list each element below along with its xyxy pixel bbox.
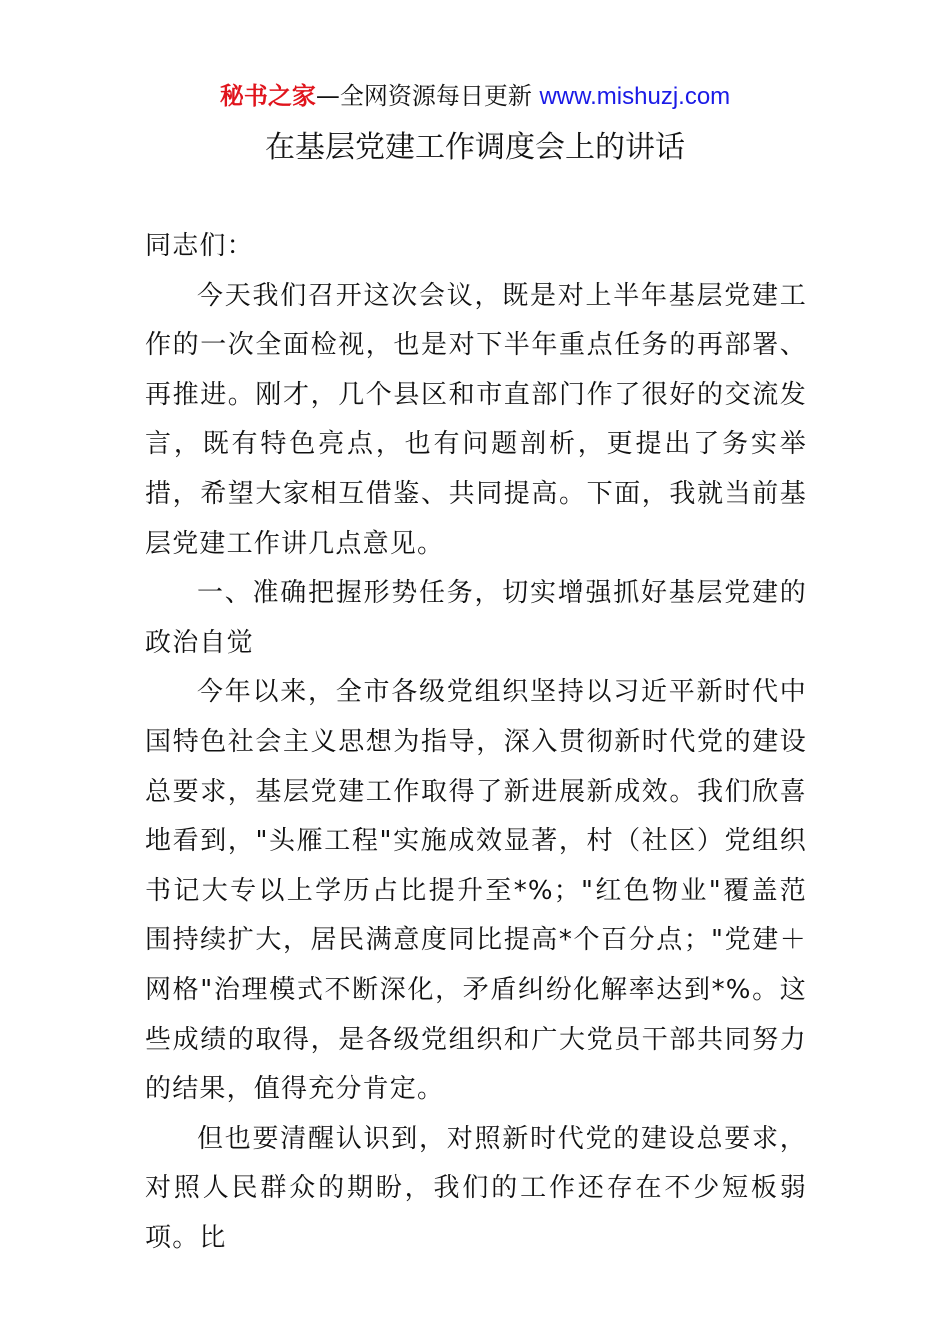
site-tagline: —全网资源每日更新 [315, 82, 540, 110]
document-title: 在基层党建工作调度会上的讲话 [265, 130, 685, 165]
brand-name: 秘书之家 [219, 82, 316, 110]
document-body [145, 222, 807, 1263]
paragraph-achievements: 今年以来，全市各级党组织坚持以习近平新时代中国特色社会主义思想为指导，深入贯彻新时代党的建设总要求，基层党建工作取得了新进展新成效。我们欣喜地看到，"头雁工程"实施成效显著，村（社区）党组织书记大专以上学历占比提升至*%；"红色物业"覆盖范围持续扩大，居民满意度同比提高*个百分点；"党建＋网格"治理模式不断深化，矛盾纠纷化解率达到*%。这些成绩的取得，是各级党组织和广大党员干部共同努力的结果，值得充分肯定。 [145, 677, 807, 1105]
site-url-link[interactable]: www.mishuzj.com [539, 83, 731, 110]
section-heading: 一、准确把握形势任务，切实增强抓好基层党建的政治自觉 [145, 578, 807, 658]
salutation: 同志们： [145, 231, 254, 261]
paragraph-intro: 今天我们召开这次会议，既是对上半年基层党建工作的一次全面检视，也是对下半年重点任务的再部署、再推进。刚才，几个县区和市直部门作了很好的交流发言，既有特色亮点，也有问题剖析，更提出了务实举措，希望大家相互借鉴、共同提高。下面，我就当前基层党建工作讲几点意见。 [145, 280, 807, 559]
site-header [0, 80, 950, 113]
paragraph-shortcomings: 但也要清醒认识到，对照新时代党的建设总要求，对照人民群众的期盼，我们的工作还存在不少短板弱项。比 [145, 1123, 807, 1253]
